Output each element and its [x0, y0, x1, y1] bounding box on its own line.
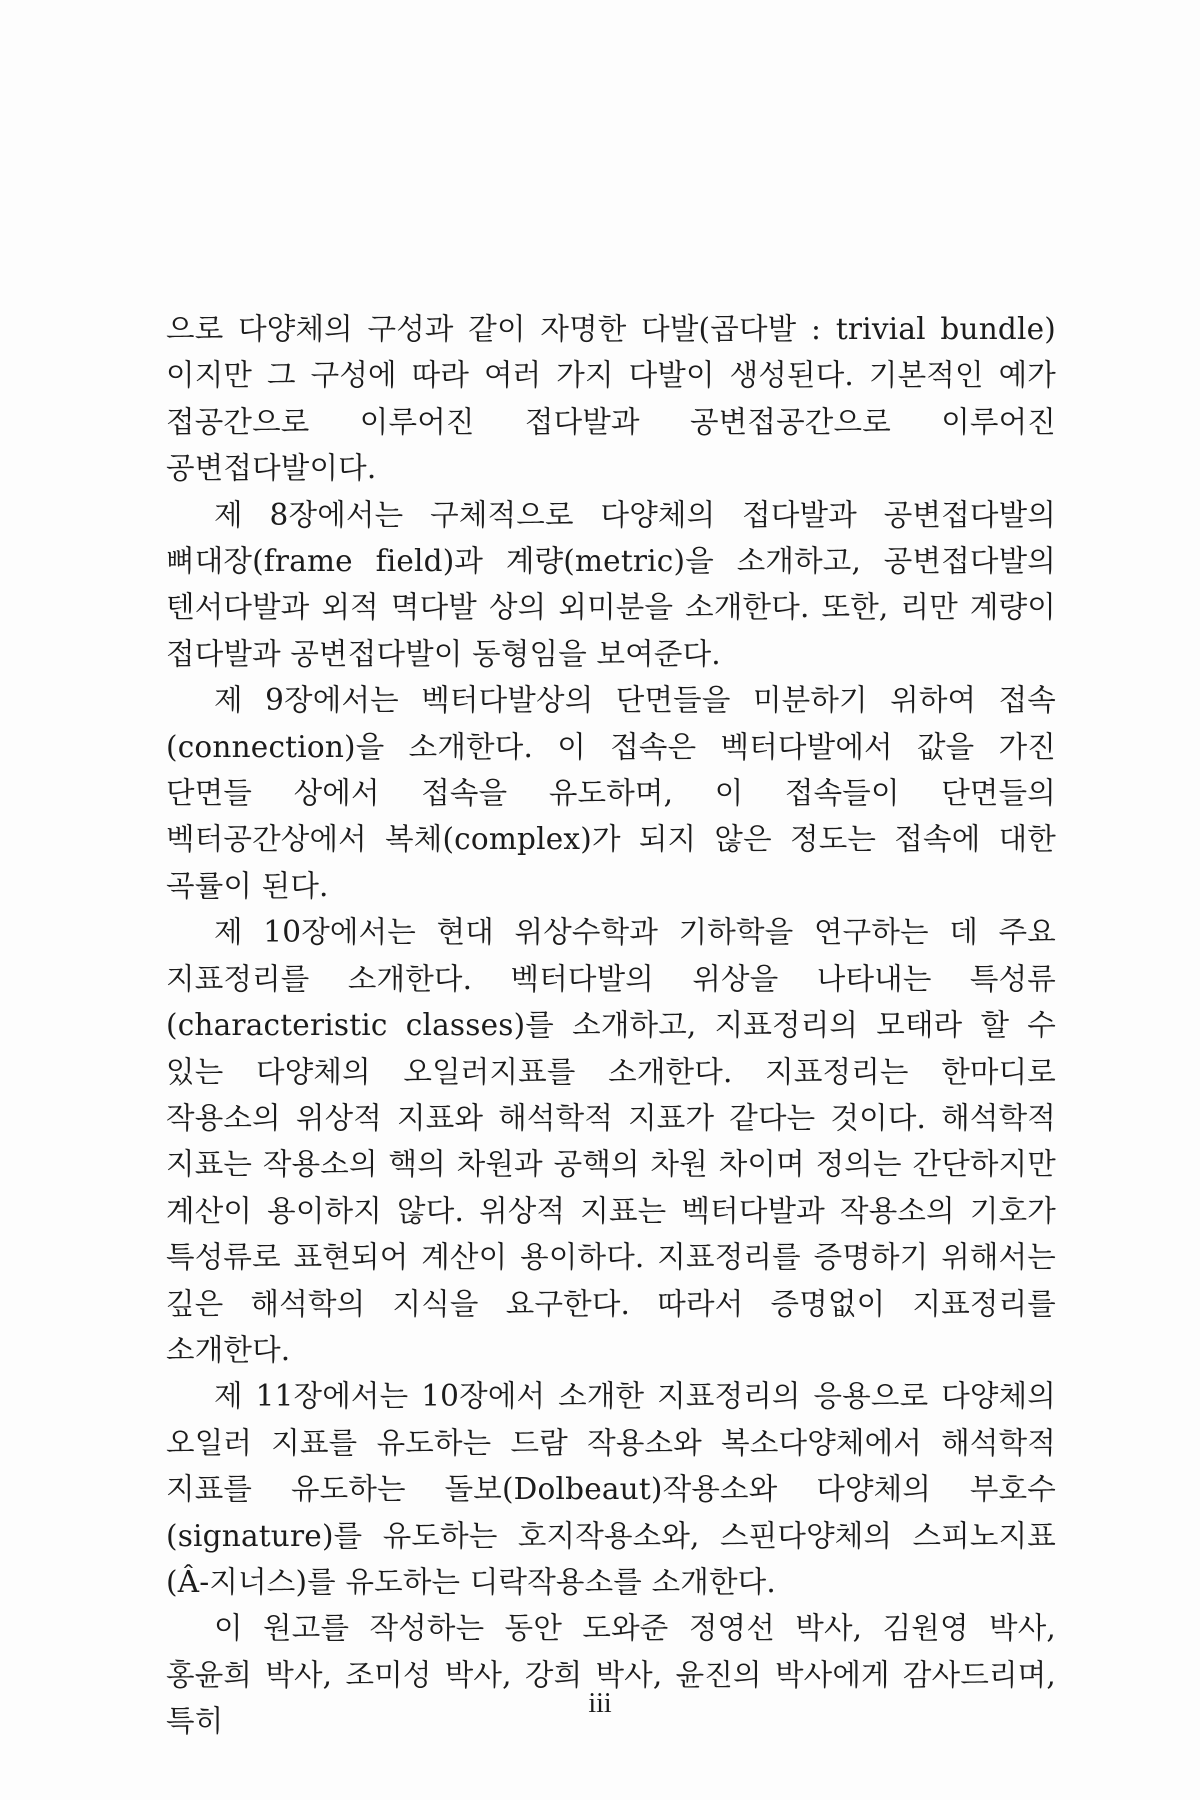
body-text [166, 306, 1056, 1745]
paragraph-chapter-11: 제 11장에서는 10장에서 소개한 지표정리의 응용으로 다양체의 오일러 지표를 유도하는 드람 작용소와 복소다양체에서 해석학적 지표를 유도하는 돌보(Dolbeaut)작용소와 다양체의 부호수(signature)를 유도하는 호지작용소와, 스핀다양체의 스피노지표(Â-지너스)를 유도하는 디락작용소를 소개한다. [166, 1379, 1056, 1599]
paragraph-chapter-9: 제 9장에서는 벡터다발상의 단면들을 미분하기 위하여 접속(connection)을 소개한다. 이 접속은 벡터다발에서 값을 가진 단면들 상에서 접속을 유도하며, 이 접속들이 단면들의 벡터공간상에서 복체(complex)가 되지 않은 정도는 접속에 대한 곡률이 된다. [166, 683, 1056, 903]
paragraph-acknowledgements: 이 원고를 작성하는 동안 도와준 정영선 박사, 김원영 박사, 홍윤희 박사, 조미성 박사, 강희 박사, 윤진의 박사에게 감사드리며, 특히 [166, 1611, 1056, 1739]
paragraph-chapter-10: 제 10장에서는 현대 위상수학과 기하학을 연구하는 데 주요 지표정리를 소개한다. 벡터다발의 위상을 나타내는 특성류(characteristic classes)를 소개하고, 지표정리의 모태라 할 수 있는 다양체의 오일러지표를 소개한다. 지표정리는 한마디로 작용소의 위상적 지표와 해석학적 지표가 같다는 것이다. 해석학적 지표는 작용소의 핵의 차원과 공핵의 차원 차이며 정의는 간단하지만 계산이 용이하지 않다. 위상적 지표는 벡터다발과 작용소의 기호가 특성류로 표현되어 계산이 용이하다. 지표정리를 증명하기 위해서는 깊은 해석학의 지식을 요구한다. 따라서 증명없이 지표정리를 소개한다. [166, 915, 1056, 1367]
paragraph-continuation: 으로 다양체의 구성과 같이 자명한 다발(곱다발 : trivial bundle) 이지만 그 구성에 따라 여러 가지 다발이 생성된다. 기본적인 예가 접공간으로 이루어진 접다발과 공변접공간으로 이루어진 공변접다발이다. [166, 312, 1056, 486]
paragraph-chapter-8: 제 8장에서는 구체적으로 다양체의 접다발과 공변접다발의 뼈대장(frame field)과 계량(metric)을 소개하고, 공변접다발의 텐서다발과 외적 멱다발 상의 외미분을 소개한다. 또한, 리만 계량이 접다발과 공변접다발이 동형임을 보여준다. [166, 497, 1056, 671]
page-number: iii [588, 1688, 612, 1719]
